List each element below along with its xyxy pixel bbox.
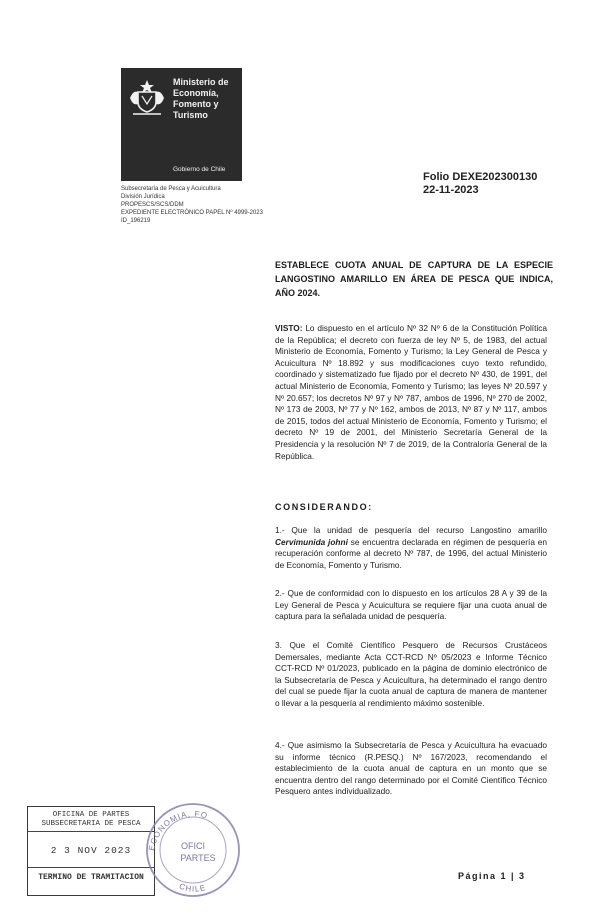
considerando-paragraph-1 (275, 525, 547, 571)
ministry-logo (121, 68, 242, 181)
stamp-divider (28, 867, 154, 868)
meta-line: EXPEDIENTE ELECTRÓNICO PAPEL Nº 4999-2023 (121, 210, 263, 216)
stamp-office-line: OFICINA DE PARTES (52, 811, 130, 819)
folio-block (423, 171, 537, 197)
page-number: Página 1 | 3 (458, 871, 526, 881)
meta-line: Subsecretaría de Pesca y Acuicultura (121, 186, 221, 192)
paragraph-text: se encuentra declarada en régimen de pesquería en recuperación conforme al decreto Nº 787, de 1996, del actual Ministerio de Economía, Fomento y Turismo. (275, 536, 547, 570)
visto-paragraph (275, 323, 547, 462)
stamp-date: 2 3 NOV 2023 (50, 845, 132, 856)
considerando-paragraph-2: 2.- Que de conformidad con lo dispuesto en los artículos 28 A y 39 de la Ley General de Pesca y Acuicultura se requiere fijar una cuota anual de captura para la señalada unidad de pesquería. (275, 588, 547, 622)
seal-bottom-text: CHILE (177, 881, 208, 894)
stamp-status: TERMINO DE TRAMITACION (38, 873, 144, 882)
folio-number: Folio DEXE202300130 (423, 171, 538, 183)
meta-line: División Jurídica (121, 194, 165, 200)
folio-date: 22-11-2023 (423, 184, 479, 196)
considerando-heading: CONSIDERANDO: (275, 502, 373, 512)
seal-top-text: ECONOMIA, FO (147, 809, 210, 852)
paragraph-text: 1.- Que la unidad de pesquería del recurso Langostino amarillo (275, 525, 547, 535)
considerando-paragraph-3: 3. Que el Comité Científico Pesquero de Recursos Crustáceos Demersales, mediante Acta CCT-RCD Nº 05/2023 e Informe Técnico CCT-RCD Nº 01/2023, publicado en la página de dominio electrónico de la Subsecretaría de Pesca y Acuicultura, ha determinado el rango dentro del cual se puede fijar la cuota anual de captura de manera de mantener o llevar a la pesquería al rendimiento máximo sostenible. (275, 640, 547, 708)
seal-center-text: OFICI (181, 841, 205, 851)
ministry-name: Ministerio de Economía, Fomento y Turismo (173, 77, 229, 120)
sender-meta (121, 185, 263, 225)
visto-text: Lo dispuesto en el artículo Nº 32 Nº 6 de la Constitución Política de la República; el decreto con fuerza de ley Nº 5, de 1983, del actual Ministerio de Economía, Fomento y Turismo; la Ley General de Pesca y Acuicultura Nº 18.892 y sus modificaciones cuyo texto refundido, coordinado y sistematizado fue fijado por el decreto Nº 430, de 1991, del actual Ministerio de Economía, Fomento y Turismo; las leyes Nº 20.597 y Nº 20.657; los decretos Nº 97 y Nº 787, ambos de 1996, Nº 270 de 2002, Nº 173 de 2003, Nº 77 y Nº 162, ambos de 2013, Nº 87 y Nº 117, ambos de 2015, todos del actual Ministerio de Economía, Fomento y Turismo; el decreto Nº 19 de 2001, del Ministerio Secretaría General de la Presidencia y la resolución Nº 7 de 2019, de la Contraloría General de la República. (275, 323, 547, 461)
considerando-paragraph-4: 4.- Que asimismo la Subsecretaría de Pesca y Acuicultura ha evacuado su informe técnico (R.PESQ.) Nº 167/2023, recomendando el establecimiento de la cuota anual de captura en un monto que se encuentra dentro del rango determinado por el Comité Científico Técnico Pesquero antes individualizado. (275, 740, 547, 797)
meta-line: PROPESCS/SCS/DDM (121, 202, 184, 208)
seal-center-text: PARTES (180, 853, 216, 863)
meta-line: ID_196219 (121, 218, 151, 224)
stamp-office-line: SUBSECRETARIA DE PESCA (41, 820, 141, 828)
stamp-divider (28, 831, 154, 832)
office-stamp (27, 806, 155, 896)
visto-lead: VISTO: (275, 323, 303, 333)
round-seal (140, 795, 245, 905)
government-label: Gobierno de Chile (173, 166, 226, 173)
species-name: Cervimunida johni (275, 536, 348, 547)
document-title: ESTABLECE CUOTA ANUAL DE CAPTURA DE LA ESPECIE LANGOSTINO AMARILLO EN ÁREA DE PESCA QUE INDICA, AÑO 2024. (275, 260, 553, 298)
coat-of-arms-icon (127, 76, 167, 120)
